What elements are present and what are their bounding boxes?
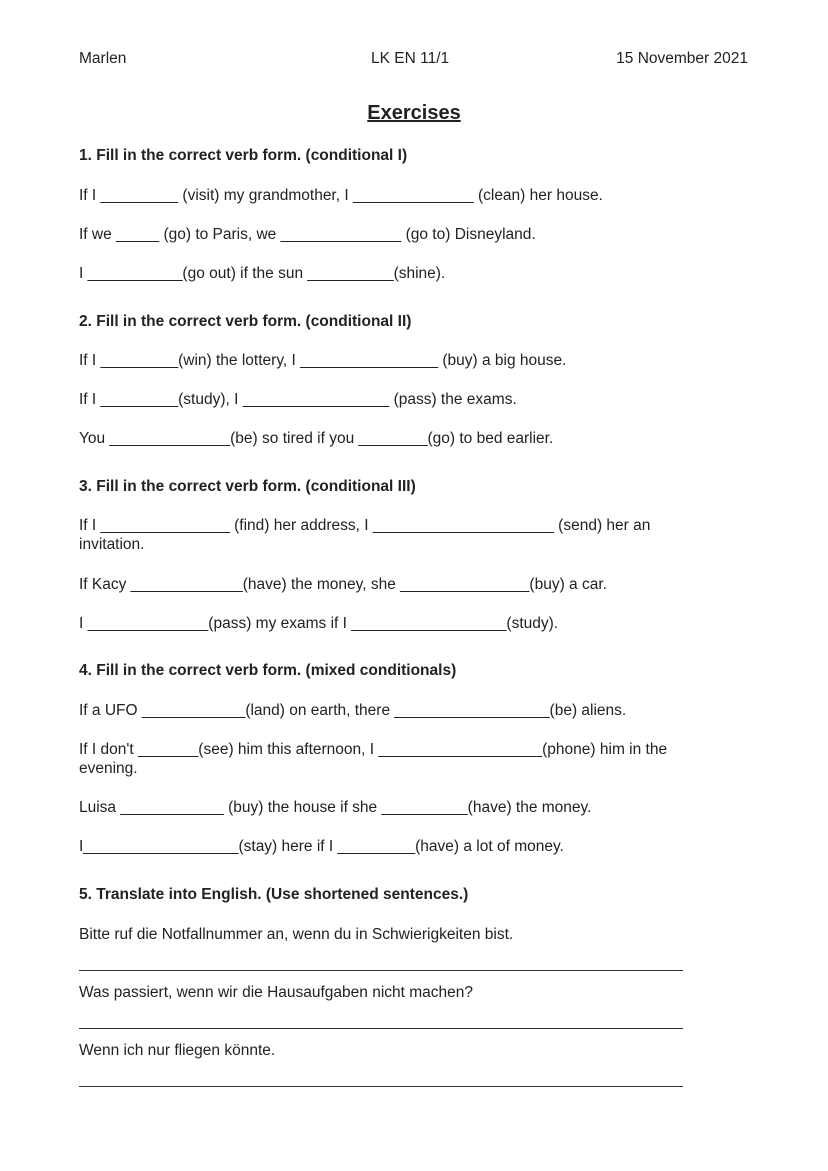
page-title: Exercises <box>367 102 461 124</box>
section-3-heading: 3. Fill in the correct verb form. (conditional III) <box>79 478 416 495</box>
exercise-2-2: If I _________(study), I _________________ (pass) the exams. <box>79 391 517 408</box>
translate-sentence-3: Wenn ich nur fliegen könnte. <box>79 1042 276 1059</box>
exercise-3-1: If I _______________ (find) her address, I _____________________ (send) her an <box>79 517 651 534</box>
student-name: Marlen <box>79 50 127 67</box>
section-4-heading: 4. Fill in the correct verb form. (mixed conditionals) <box>79 662 457 679</box>
exercise-4-2-continued: evening. <box>79 760 138 777</box>
translate-sentence-2: Was passiert, wenn wir die Hausaufgaben nicht machen? <box>79 984 474 1001</box>
exercise-4-2: If I don't _______(see) him this afternoon, I ___________________(phone) him in the <box>79 741 668 758</box>
answer-line-1 <box>79 970 683 971</box>
exercise-3-1-continued: invitation. <box>79 536 145 553</box>
exercise-3-2: If Kacy _____________(have) the money, she _______________(buy) a car. <box>79 576 607 593</box>
exercise-1-3: I ___________(go out) if the sun __________(shine). <box>79 265 446 282</box>
exercise-2-1: If I _________(win) the lottery, I ________________ (buy) a big house. <box>79 352 567 369</box>
exercise-3-3: I ______________(pass) my exams if I __________________(study). <box>79 615 559 632</box>
worksheet-date: 15 November 2021 <box>616 50 748 67</box>
exercise-4-4: I__________________(stay) here if I _________(have) a lot of money. <box>79 838 564 855</box>
section-2-heading: 2. Fill in the correct verb form. (conditional II) <box>79 313 412 330</box>
translate-sentence-1: Bitte ruf die Notfallnummer an, wenn du in Schwierigkeiten bist. <box>79 926 514 943</box>
answer-line-3 <box>79 1086 683 1087</box>
exercise-2-3: You ______________(be) so tired if you ________(go) to bed earlier. <box>79 430 554 447</box>
course-code: LK EN 11/1 <box>371 50 450 67</box>
exercise-4-3: Luisa ____________ (buy) the house if she __________(have) the money. <box>79 799 592 816</box>
exercise-1-2: If we _____ (go) to Paris, we ______________ (go to) Disneyland. <box>79 226 536 243</box>
exercise-1-1: If I _________ (visit) my grandmother, I ______________ (clean) her house. <box>79 187 603 204</box>
section-1-heading: 1. Fill in the correct verb form. (conditional I) <box>79 147 408 164</box>
answer-line-2 <box>79 1028 683 1029</box>
section-5-heading: 5. Translate into English. (Use shortened sentences.) <box>79 886 469 903</box>
exercise-4-1: If a UFO ____________(land) on earth, there __________________(be) aliens. <box>79 702 627 719</box>
